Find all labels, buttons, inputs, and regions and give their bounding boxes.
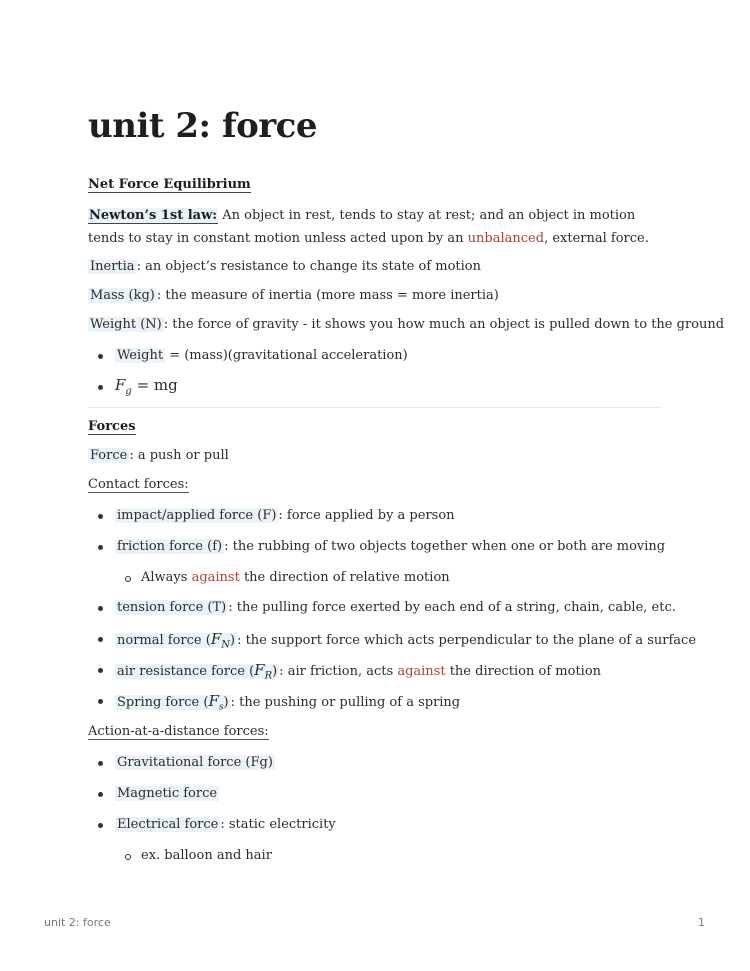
hollow-bullet-icon <box>115 567 125 589</box>
bullet-icon <box>88 376 98 398</box>
weight-term: Weight (N) <box>90 317 162 332</box>
footer-title: unit 2: force <box>44 916 111 929</box>
electrical-force-item: Electrical force : static electricity <box>117 817 336 832</box>
bullet-icon <box>88 628 98 650</box>
weight-bullet: Weight = (mass)(gravitational acceleration) <box>117 348 408 363</box>
impact-force-item: impact/applied force (F) : force applied by a person <box>117 508 455 523</box>
page-number: 1 <box>698 916 705 929</box>
unbalanced-term: unbalanced <box>467 231 545 246</box>
bullet-icon <box>88 505 98 527</box>
page-title: unit 2: force <box>88 106 317 146</box>
force-term: Force <box>90 448 128 463</box>
section-heading-forces: Forces <box>88 419 136 434</box>
force-definition: Force : a push or pull <box>90 448 229 463</box>
hollow-bullet-icon <box>115 845 125 867</box>
spring-force-item: Spring force $(F_s)$ : the pushing or pulling of a spring <box>117 692 461 713</box>
newton-term: Newton’s 1st law: <box>89 208 218 223</box>
section-heading-net-force: Net Force Equilibrium <box>88 177 251 192</box>
air-resistance-item: air resistance force $(F_R)$ : air friction, acts against the direction of motion <box>117 661 602 682</box>
tension-force-item: tension force (T) : the pulling force exerted by each end of a string, chain, cable, etc. <box>117 600 676 615</box>
bullet-icon <box>88 536 98 558</box>
bullet-icon <box>88 783 98 805</box>
weight-formula: $F_g$ = mg <box>115 376 178 397</box>
weight-bullet-term: Weight <box>117 348 164 363</box>
inertia-term: Inertia <box>90 259 135 274</box>
bullet-icon <box>88 690 98 712</box>
mass-definition: Mass (kg) : the measure of inertia (more mass = more inertia) <box>90 288 499 303</box>
bullet-icon <box>88 659 98 681</box>
section-divider <box>88 407 662 408</box>
mass-term: Mass (kg) <box>90 288 155 303</box>
bullet-icon <box>88 752 98 774</box>
electrical-subitem: ex. balloon and hair <box>141 848 272 863</box>
weight-definition: Weight (N) : the force of gravity - it shows you how much an object is pulled down to the ground <box>90 317 725 332</box>
magnetic-force-item: Magnetic force <box>117 786 218 801</box>
distance-forces-heading: Action-at-a-distance forces: <box>88 724 269 739</box>
contact-forces-heading: Contact forces: <box>88 477 189 492</box>
inertia-definition: Inertia : an object’s resistance to change its state of motion <box>90 259 481 274</box>
newton-first-law-paragraph: Newton’s 1st law: An object in rest, tends to stay at rest; and an object in motion tends to stay in constant motion unless acted upon by an unbalanced, external force. <box>88 208 649 246</box>
bullet-icon <box>88 597 98 619</box>
friction-subitem: Always against the direction of relative motion <box>141 570 450 585</box>
gravitational-force-item: Gravitational force (Fg) <box>117 755 273 770</box>
friction-force-item: friction force (f) : the rubbing of two objects together when one or both are moving <box>117 539 666 554</box>
bullet-icon <box>88 345 98 367</box>
bullet-icon <box>88 814 98 836</box>
normal-force-item: normal force $(F_N)$ : the support force which acts perpendicular to the plane of a surface <box>117 630 697 651</box>
